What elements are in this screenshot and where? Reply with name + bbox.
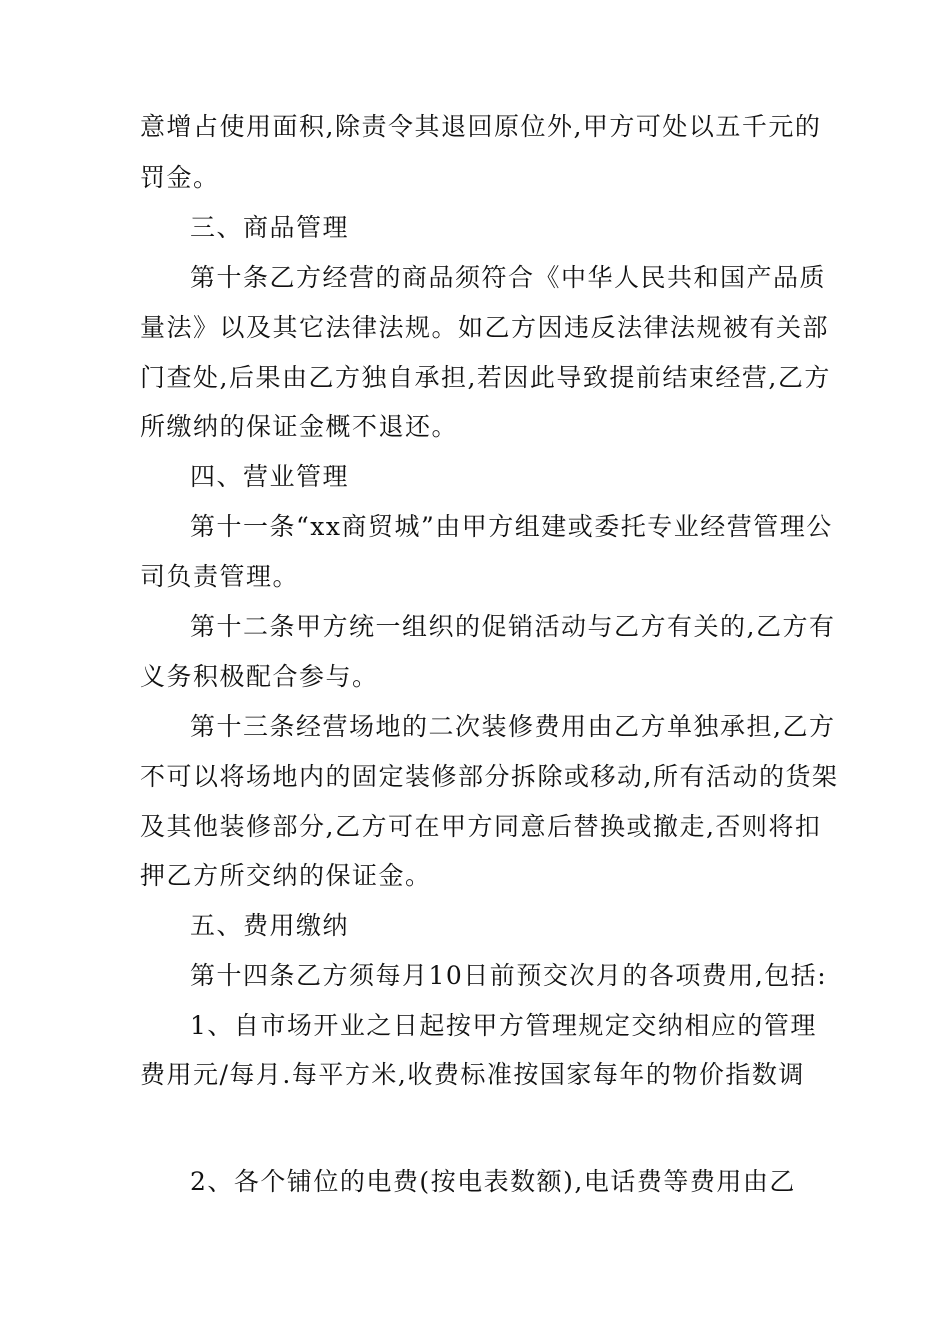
text-line: 第十二条甲方统一组织的促销活动与乙方有关的,乙方有 xyxy=(190,612,836,641)
text-line: 第十一条“xx商贸城”由甲方组建或委托专业经营管理公 xyxy=(190,512,833,541)
text-line: 第十条乙方经营的商品须符合《中华人民共和国产品质 xyxy=(190,263,827,292)
text-line: 义务积极配合参与。 xyxy=(140,662,379,691)
list-item: 2、各个铺位的电费(按电表数额),电话费等费用由乙 xyxy=(190,1167,796,1196)
text-line: 量法》以及其它法律法规。如乙方因违反法律法规被有关部 xyxy=(140,313,830,342)
text-line: 司负责管理。 xyxy=(140,562,300,591)
text-line: 意增占使用面积,除责令其退回原位外,甲方可处以五千元的 xyxy=(140,112,822,141)
section-heading: 五、费用缴纳 xyxy=(190,911,350,940)
text-line: 所缴纳的保证金概不退还。 xyxy=(140,412,459,441)
text-line: 第十四条乙方须每月10日前预交次月的各项费用,包括: xyxy=(190,961,828,990)
text-line: 押乙方所交纳的保证金。 xyxy=(140,861,432,890)
text-line: 费用元/每月.每平方米,收费标准按国家每年的物价指数调 xyxy=(140,1060,805,1089)
list-item: 1、自市场开业之日起按甲方管理规定交纳相应的管理 xyxy=(190,1011,817,1040)
text-line: 第十三条经营场地的二次装修费用由乙方单独承担,乙方 xyxy=(190,712,836,741)
section-heading: 三、商品管理 xyxy=(190,213,350,242)
section-heading: 四、营业管理 xyxy=(190,462,350,491)
text-line: 及其他装修部分,乙方可在甲方同意后替换或撤走,否则将扣 xyxy=(140,812,822,841)
text-line: 不可以将场地内的固定装修部分拆除或移动,所有活动的货架 xyxy=(140,762,839,791)
text-line: 门查处,后果由乙方独自承担,若因此导致提前结束经营,乙方 xyxy=(140,363,831,392)
text-line: 罚金。 xyxy=(140,163,220,192)
